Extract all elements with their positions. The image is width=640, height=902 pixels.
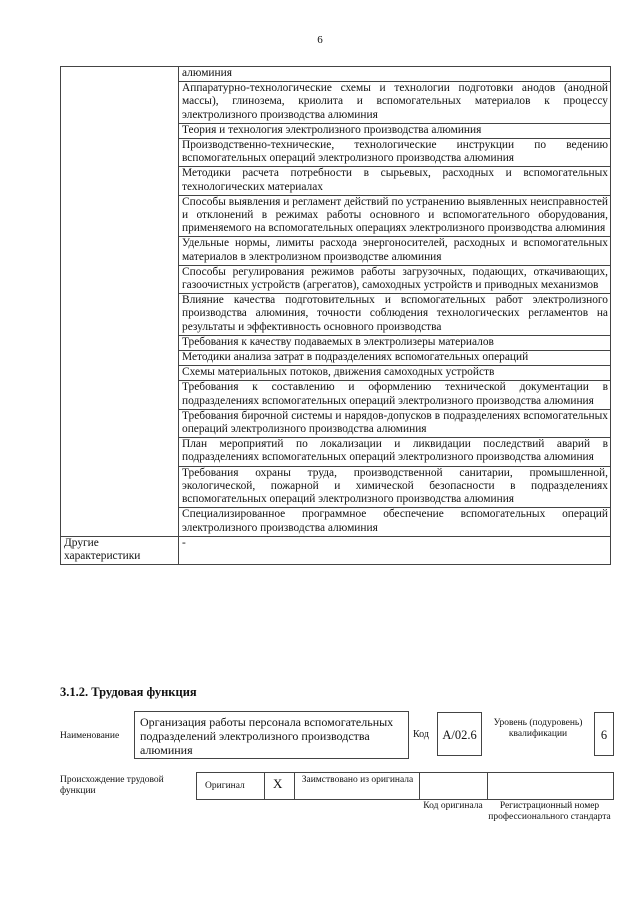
list-item: Требования к составлению и оформлению технической документации в подразделениях вспомогательных операций электролизного производства алюминия xyxy=(179,381,611,409)
list-item: Влияние качества подготовительных и вспомогательных работ электролизного производства алюминия, точности соблюдения технологических регламентов на результаты и эффективность основного производства xyxy=(179,294,611,336)
page-number: 6 xyxy=(317,34,323,46)
list-item: Схемы материальных потоков, движения самоходных устройств xyxy=(179,366,611,381)
list-item: Методики анализа затрат в подразделениях вспомогательных операций xyxy=(179,351,611,366)
list-item: План мероприятий по локализации и ликвидации последствий аварий в подразделениях вспомогательных операций электролизного производства алюминия xyxy=(179,438,611,466)
function-code-box: A/02.6 xyxy=(437,712,482,756)
original-mark: X xyxy=(273,776,283,791)
list-item: Производственно-технические, технологические инструкции по ведению вспомогательных операций электролизного производства алюминия xyxy=(179,139,611,167)
row-label-cell xyxy=(61,67,179,537)
original-code-caption: Код оригинала xyxy=(423,801,483,811)
original-code-cell xyxy=(420,773,488,799)
table-row xyxy=(61,536,611,564)
list-item: Требования бирочной системы и нарядов-допусков в подразделениях вспомогательных операций электролизного производства алюминия xyxy=(179,409,611,437)
list-item: Способы выявления и регламент действий по устранению выявленных неисправностей и отклонений в режимах работы основного и вспомогательного оборудования, применяемого на вспомогательных операциях электролизного производства алюминия xyxy=(179,195,611,237)
registration-number-cell xyxy=(488,773,613,799)
code-label: Код xyxy=(413,729,429,740)
other-characteristics-value: - xyxy=(179,536,611,564)
other-characteristics-label: Другие характеристики xyxy=(61,536,179,564)
list-item: Способы регулирования режимов работы загрузочных, подающих, откачивающих, газоочистных устройств (агрегатов), самоходных устройств и приводных механизмов xyxy=(179,265,611,293)
borrowed-label: Заимствовано из оригинала xyxy=(301,775,414,785)
list-item: Требования к качеству подаваемых в электролизеры материалов xyxy=(179,335,611,350)
qualification-level-box: 6 xyxy=(594,712,614,756)
table-row xyxy=(61,67,611,82)
registration-number-caption: Регистрационный номер профессионального стандарта xyxy=(488,801,611,822)
list-item: Аппаратурно-технологические схемы и технологии подготовки анодов (анодной массы), глинозема, криолита и вспомогательных материалов к процессу электролизного производства алюминия xyxy=(179,82,611,124)
qualification-level-label: Уровень (подуровень) квалификации xyxy=(493,718,583,739)
borrowed-cell xyxy=(295,773,420,799)
name-label: Наименование xyxy=(60,731,120,741)
original-mark-cell xyxy=(265,773,295,799)
list-item: Методики расчета потребности в сырьевых, расходных и вспомогательных технологических материалах xyxy=(179,167,611,195)
knowledge-requirements-table xyxy=(60,66,611,565)
list-item: Удельные нормы, лимиты расхода энергоносителей, расходных и вспомогательных материалов в электролизном производстве алюминия xyxy=(179,237,611,265)
list-item: Требования охраны труда, производственной санитарии, промышленной, экологической, пожарной и химической безопасности в подразделениях вспомогательных операций электролизного производства алюминия xyxy=(179,466,611,508)
section-title: 3.1.2. Трудовая функция xyxy=(60,685,197,699)
function-name-box: Организация работы персонала вспомогательных подразделений электролизного производства алюминия xyxy=(134,711,409,759)
origin-label: Происхождение трудовой функции xyxy=(60,775,164,796)
original-label: Оригинал xyxy=(205,781,245,791)
original-cell xyxy=(197,773,265,799)
origin-table xyxy=(196,772,614,800)
list-item: алюминия xyxy=(179,67,611,82)
list-item: Специализированное программное обеспечение вспомогательных операций электролизного производства алюминия xyxy=(179,508,611,536)
list-item: Теория и технология электролизного производства алюминия xyxy=(179,123,611,138)
